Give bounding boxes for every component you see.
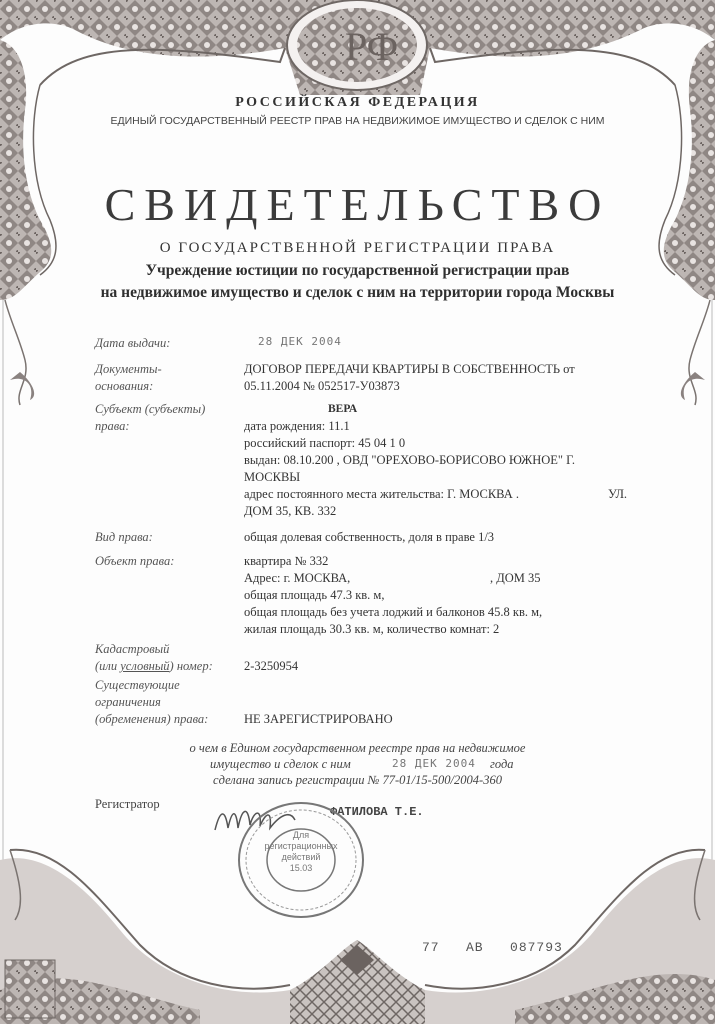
documents-label-2: основания: — [95, 379, 154, 393]
registrar-label: Регистратор — [95, 797, 160, 811]
cadastral-label-1: Кадастровый — [95, 642, 170, 656]
record-number-line: сделана запись регистрации № 77-01/15-500/2004-360 — [213, 773, 502, 787]
subject-passport-issued-2: МОСКВЫ — [244, 470, 301, 484]
issue-date-label: Дата выдачи: — [95, 336, 171, 350]
issue-date-stamp: 28 ДЕК 2004 — [258, 335, 342, 348]
form-serial-number: 77 АВ 087793 — [422, 940, 563, 955]
object-address-house: , ДОМ 35 — [490, 571, 541, 585]
seal-text — [236, 830, 366, 874]
registry-heading: ЕДИНЫЙ ГОСУДАРСТВЕННЫЙ РЕЕСТР ПРАВ НА НЕДВИЖИМОЕ ИМУЩЕСТВО И СДЕЛОК С НИМ — [110, 115, 605, 127]
official-seal — [236, 800, 366, 920]
subject-name: ВЕРА — [328, 403, 358, 415]
cadastral-label-post: ) номер: — [169, 659, 213, 673]
seal-text-line-2: регистрационных — [264, 841, 338, 851]
cadastral-label-pre: (или — [95, 659, 121, 673]
svg-text:РФ: РФ — [345, 24, 399, 69]
subject-address-1: адрес постоянного места жительства: Г. МОСКВА . — [244, 487, 520, 501]
object-area-no-balconies: общая площадь без учета лоджий и балконов 45.8 кв. м, — [244, 605, 543, 619]
cadastral-label-2 — [95, 658, 213, 675]
seal-text-line-3: действий — [281, 852, 321, 862]
subject-address-2: ДОМ 35, КВ. 332 — [244, 504, 337, 518]
documents-value-2: 05.11.2004 № 052517-У03873 — [244, 379, 400, 393]
object-address: Адрес: г. МОСКВА, — [244, 571, 351, 585]
object-living-area: жилая площадь 30.3 кв. м, количество комнат: 2 — [244, 622, 500, 636]
right-type-label: Вид права: — [95, 530, 153, 544]
subject-passport: российский паспорт: 45 04 1 0 — [244, 436, 406, 450]
subject-passport-issued-1: выдан: 08.10.200 , ОВД "ОРЕХОВО-БОРИСОВО ЮЖНОЕ" Г. — [244, 453, 576, 467]
document-subtitle: О ГОСУДАРСТВЕННОЙ РЕГИСТРАЦИИ ПРАВА — [159, 240, 556, 256]
record-year-word: года — [490, 757, 514, 771]
encumbrances-label-1: Существующие — [95, 678, 180, 692]
country-heading: РОССИЙСКАЯ ФЕДЕРАЦИЯ — [235, 95, 480, 110]
object-total-area: общая площадь 47.3 кв. м, — [244, 588, 385, 602]
registrar-name: ФАТИЛОВА Т.Е. — [330, 805, 424, 819]
encumbrances-label-2: ограничения — [95, 695, 161, 709]
object-line-1: квартира № 332 — [244, 554, 329, 568]
cadastral-number: 2-3250954 — [244, 659, 299, 673]
subject-birth-date: дата рождения: 11.1 — [244, 419, 350, 433]
record-date-stamp: 28 ДЕК 2004 — [392, 757, 476, 770]
documents-label-1: Документы- — [95, 362, 162, 376]
record-statement-line-2: имущество и сделок с ним — [210, 757, 351, 771]
document-title: СВИДЕТЕЛЬСТВО — [104, 179, 611, 230]
record-statement-line-1: о чем в Едином государственном реестре прав на недвижимое — [189, 741, 526, 755]
seal-text-line-1: Для — [292, 830, 310, 840]
subject-address-street: УЛ. — [608, 487, 628, 501]
cadastral-label-underlined: условный — [120, 659, 170, 673]
object-label: Объект права: — [95, 554, 175, 568]
subject-label-1: Субъект (субъекты) — [95, 402, 206, 416]
institution-line-1: Учреждение юстиции по государственной регистрации прав — [145, 262, 570, 279]
right-type-value: общая долевая собственность, доля в праве 1/3 — [244, 530, 495, 544]
encumbrances-label-3: (обременения) права: — [95, 712, 209, 726]
encumbrances-value: НЕ ЗАРЕГИСТРИРОВАНО — [244, 712, 393, 726]
subject-label-2: права: — [95, 419, 130, 433]
institution-line-2: на недвижимое имущество и сделок с ним на территории города Москвы — [100, 284, 615, 301]
documents-value-1: ДОГОВОР ПЕРЕДАЧИ КВАРТИРЫ В СОБСТВЕННОСТЬ от — [244, 362, 575, 376]
seal-text-line-4: 15.03 — [289, 863, 313, 873]
